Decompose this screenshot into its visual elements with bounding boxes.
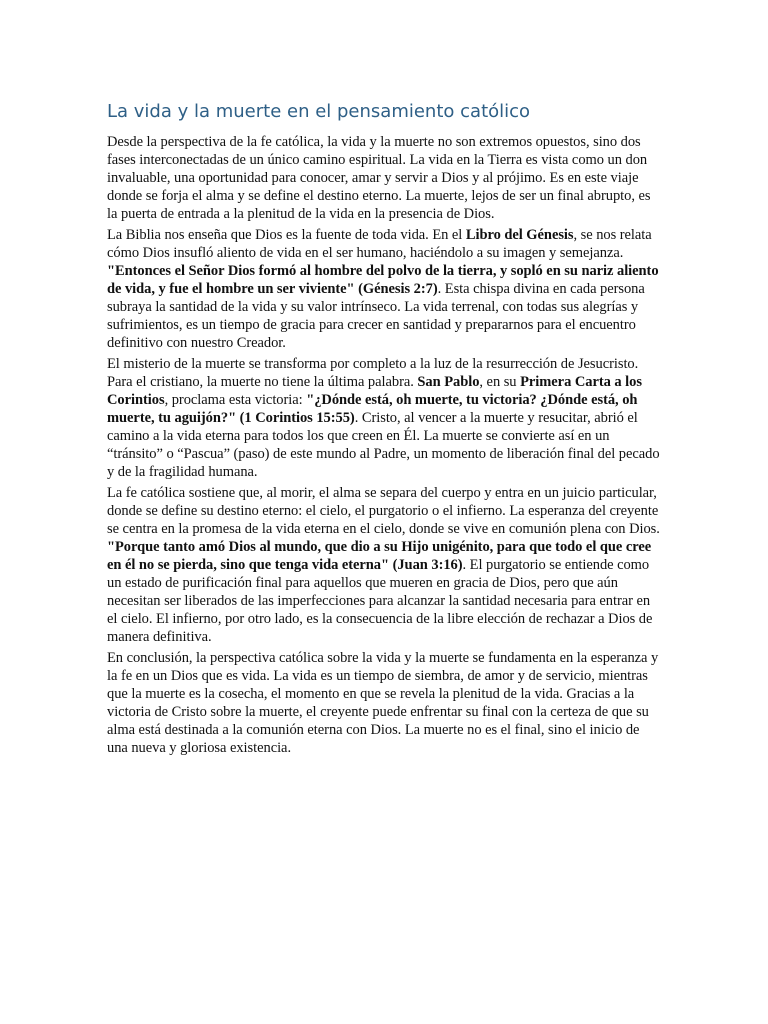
- bold-text: "Porque tanto amó Dios al mundo, que dio a su Hijo unigénito, para que todo el que cree en él no se pierda, sino que tenga vida eterna" (Juan 3:16): [107, 539, 652, 573]
- bold-text: "Entonces el Señor Dios formó al hombre del polvo de la tierra, y sopló en su nariz aliento de vida, y fue el hombre un ser viviente" (Génesis 2:7): [107, 263, 659, 297]
- paragraph-5: [107, 649, 663, 757]
- body-text: , en su: [479, 374, 521, 390]
- body-text: . Esta chispa divina en cada persona subraya la santidad de la vida y su valor intrínseco. La vida terrenal, con todas sus alegrías y sufrimientos, es un tiempo de gracia para crecer en santidad y prepararnos para el encuentro definitivo con nuestro Creador.: [107, 281, 645, 351]
- body-text: . Cristo, al vencer a la muerte y resucitar, abrió el camino a la vida eterna para todos los que creen en Él. La muerte se convierte así en un “tránsito” o “Pascua” (paso) de este mundo al Padre, un momento de liberación final del pecado y de la fragilidad humana.: [107, 410, 660, 480]
- body-text: , se nos relata cómo Dios insufló aliento de vida en el ser humano, haciéndolo a su imagen y semejanza.: [107, 227, 652, 261]
- paragraph-4: [107, 484, 663, 646]
- bold-text: Primera Carta a los Corintios: [107, 374, 642, 408]
- bold-text: San Pablo: [417, 374, 480, 390]
- paragraph-1: [107, 133, 663, 223]
- body-text: , proclama esta victoria:: [164, 392, 307, 408]
- body-text: . El purgatorio se entiende como un estado de purificación final para aquellos que mueren en gracia de Dios, pero que aún necesitan ser liberados de las imperfecciones para alcanzar la santidad necesaria para entrar en el cielo. El infierno, por otro lado, es la consecuencia de la libre elección de rechazar a Dios de manera definitiva.: [107, 557, 653, 645]
- body-text: En conclusión, la perspectiva católica sobre la vida y la muerte se fundamenta en la esperanza y la fe en un Dios que es vida. La vida es un tiempo de siembra, de amor y de servicio, mientras que la muerte es la cosecha, el momento en que se revela la plenitud de la vida. Gracias a la victoria de Cristo sobre la muerte, el creyente puede enfrentar su final con la certeza de que su alma está destinada a la comunión eterna con Dios. La muerte no es el final, sino el inicio de una nueva y gloriosa existencia.: [107, 650, 659, 756]
- document-body: [107, 133, 663, 757]
- document-page: [107, 100, 663, 760]
- bold-text: Libro del Génesis: [465, 227, 574, 243]
- body-text: La Biblia nos enseña que Dios es la fuente de toda vida. En el: [107, 227, 466, 243]
- document-title: La vida y la muerte en el pensamiento católico: [107, 101, 531, 122]
- bold-text: "¿Dónde está, oh muerte, tu victoria? ¿Dónde está, oh muerte, tu aguijón?" (1 Corintios 15:55): [107, 392, 638, 426]
- paragraph-2: [107, 226, 663, 352]
- body-text: La fe católica sostiene que, al morir, el alma se separa del cuerpo y entra en un juicio particular, donde se define su destino eterno: el cielo, el purgatorio o el infierno. La esperanza del creyente se centra en la promesa de la vida eterna en el cielo, donde se vive en comunión plena con Dios.: [107, 485, 660, 537]
- body-text: El misterio de la muerte se transforma por completo a la luz de la resurrección de Jesucristo. Para el cristiano, la muerte no tiene la última palabra.: [107, 356, 639, 390]
- body-text: Desde la perspectiva de la fe católica, la vida y la muerte no son extremos opuestos, sino dos fases interconectadas de un único camino espiritual. La vida en la Tierra es vista como un don invaluable, una oportunidad para conocer, amar y servir a Dios y al prójimo. Es en este viaje donde se forja el alma y se define el destino eterno. La muerte, lejos de ser un final abrupto, es la puerta de entrada a la plenitud de la vida en la presencia de Dios.: [107, 134, 651, 222]
- paragraph-3: [107, 355, 663, 481]
